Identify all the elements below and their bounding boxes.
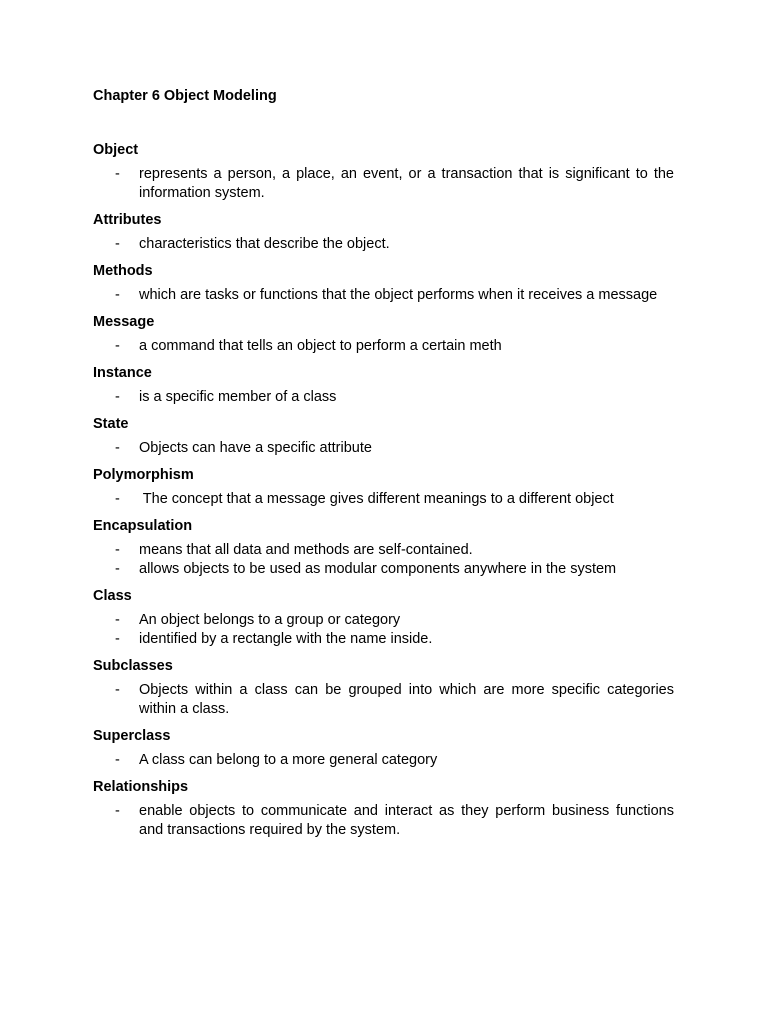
definition-item	[93, 490, 674, 509]
bullet-dash: -	[115, 491, 120, 507]
bullet-dash: -	[115, 440, 120, 456]
definition-list	[93, 751, 674, 770]
definition-text: The concept that a message gives different meanings to a different object	[139, 491, 614, 507]
definition-list	[93, 439, 674, 458]
definition-item	[93, 802, 674, 840]
definition-list	[93, 681, 674, 719]
bullet-dash: -	[115, 236, 120, 252]
definition-list	[93, 802, 674, 840]
document-title: Chapter 6 Object Modeling	[93, 88, 277, 104]
term-heading: Object	[93, 142, 139, 158]
definition-text: identified by a rectangle with the name inside.	[139, 631, 433, 647]
section-state	[93, 415, 674, 458]
definition-item	[93, 165, 674, 203]
term-heading: Message	[93, 314, 155, 330]
definition-text: a command that tells an object to perform a certain meth	[139, 338, 502, 354]
bullet-dash: -	[115, 338, 120, 354]
definition-item	[93, 630, 674, 649]
term-heading: Relationships	[93, 779, 189, 795]
definition-list	[93, 611, 674, 649]
definition-text: is a specific member of a class	[139, 389, 337, 405]
bullet-dash: -	[115, 389, 120, 405]
definition-list	[93, 541, 674, 579]
section-message	[93, 313, 674, 356]
term-heading: Superclass	[93, 728, 171, 744]
term-heading: Class	[93, 588, 132, 604]
definition-text: allows objects to be used as modular components anywhere in the system	[139, 561, 617, 577]
section-instance	[93, 364, 674, 407]
bullet-dash: -	[115, 166, 120, 182]
bullet-dash: -	[115, 803, 120, 819]
section-superclass	[93, 727, 674, 770]
section-object	[93, 141, 674, 203]
definition-text: characteristics that describe the object.	[139, 236, 390, 252]
definition-text: enable objects to communicate and interact as they perform business functions and transactions required by the system.	[139, 803, 674, 838]
term-heading: Methods	[93, 263, 153, 279]
definition-list	[93, 235, 674, 254]
definition-item	[93, 751, 674, 770]
definition-text: An object belongs to a group or category	[139, 612, 401, 628]
term-heading: Attributes	[93, 212, 162, 228]
definition-text: which are tasks or functions that the object performs when it receives a message	[139, 287, 658, 303]
term-heading: Subclasses	[93, 658, 173, 674]
definition-list	[93, 490, 674, 509]
definition-item	[93, 611, 674, 630]
term-heading: Instance	[93, 365, 152, 381]
definition-list	[93, 165, 674, 203]
bullet-dash: -	[115, 612, 120, 628]
section-methods	[93, 262, 674, 305]
definition-text: Objects within a class can be grouped into which are more specific categories within a class.	[139, 682, 674, 717]
bullet-dash: -	[115, 752, 120, 768]
bullet-dash: -	[115, 287, 120, 303]
definition-text: Objects can have a specific attribute	[139, 440, 372, 456]
definition-list	[93, 337, 674, 356]
term-heading: State	[93, 416, 129, 432]
section-relationships	[93, 778, 674, 840]
definition-item	[93, 337, 674, 356]
term-heading: Encapsulation	[93, 518, 193, 534]
bullet-dash: -	[115, 682, 120, 698]
definition-text: A class can belong to a more general category	[139, 752, 438, 768]
section-polymorphism	[93, 466, 674, 509]
bullet-dash: -	[115, 542, 120, 558]
definition-item	[93, 541, 674, 560]
section-class	[93, 587, 674, 649]
bullet-dash: -	[115, 631, 120, 647]
term-heading: Polymorphism	[93, 467, 194, 483]
definition-text: means that all data and methods are self-contained.	[139, 542, 473, 558]
section-encapsulation	[93, 517, 674, 579]
definition-item	[93, 560, 674, 579]
definition-item	[93, 286, 674, 305]
definition-list	[93, 388, 674, 407]
definition-item	[93, 681, 674, 719]
definition-list	[93, 286, 674, 305]
definition-item	[93, 439, 674, 458]
section-subclasses	[93, 657, 674, 719]
definition-item	[93, 235, 674, 254]
section-attributes	[93, 211, 674, 254]
definition-text: represents a person, a place, an event, or a transaction that is significant to the information system.	[139, 166, 674, 201]
definition-item	[93, 388, 674, 407]
bullet-dash: -	[115, 561, 120, 577]
